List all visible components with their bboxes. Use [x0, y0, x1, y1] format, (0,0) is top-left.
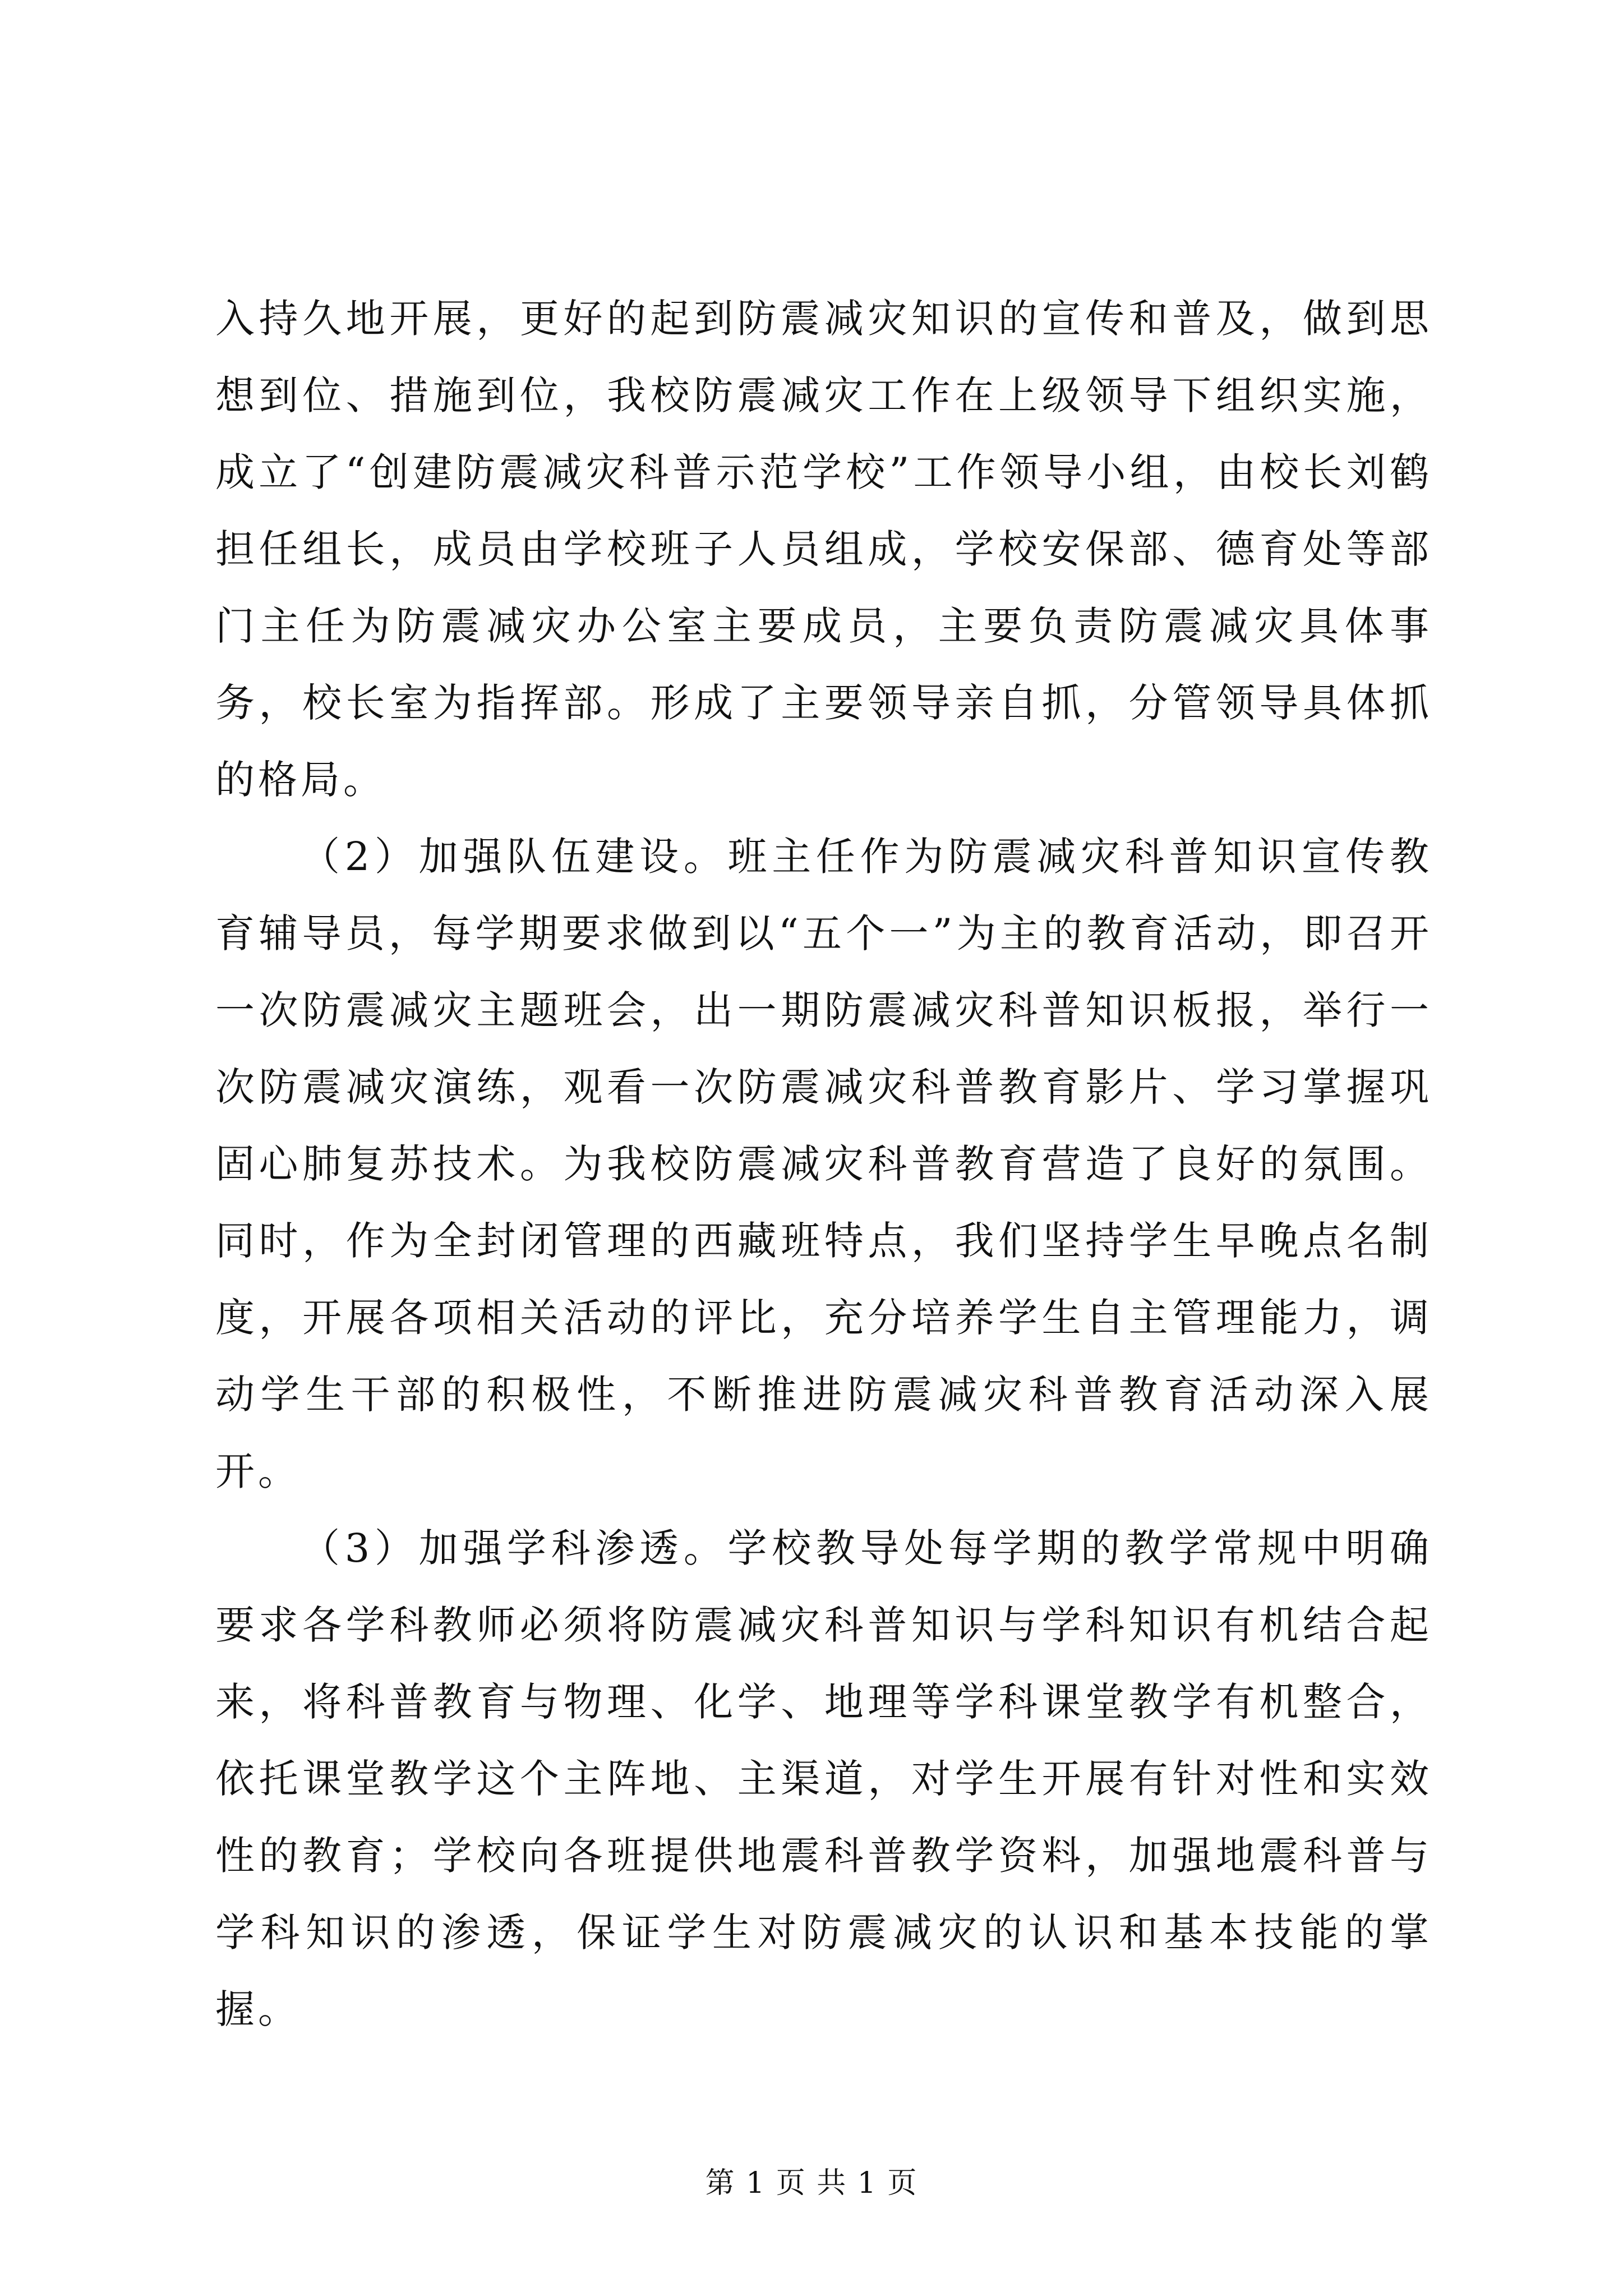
paragraph-1: 入持久地开展，更好的起到防震减灾知识的宣传和普及，做到思想到位、措施到位，我校防震减灾工作在上级领导下组织实施，成立了“创建防震减灾科普示范学校”工作领导小组，由校长刘鹤担任组长，成员由学校班子人员组成，学校安保部、德育处等部门主任为防震减灾办公室主要成员，主要负责防震减灾具体事务，校长室为指挥部。形成了主要领导亲自抓，分管领导具体抓的格局。 [215, 296, 1432, 803]
paragraph-2: （2）加强队伍建设。班主任作为防震减灾科普知识宣传教育辅导员，每学期要求做到以“五个一”为主的教育活动，即召开一次防震减灾主题班会，出一期防震减灾科普知识板报，举行一次防震减灾演练，观看一次防震减灾科普教育影片、学习掌握巩固心肺复苏技术。为我校防震减灾科普教育营造了良好的氛围。同时，作为全封闭管理的西藏班特点，我们坚持学生早晚点名制度，开展各项相关活动的评比，充分培养学生自主管理能力，调动学生干部的积极性，不断推进防震减灾科普教育活动深入展开。 [215, 834, 1432, 1494]
page-footer: 第 1 页 共 1 页 [705, 2166, 918, 2200]
paragraph-3: （3）加强学科渗透。学校教导处每学期的教学常规中明确要求各学科教师必须将防震减灾科普知识与学科知识有机结合起来，将科普教育与物理、化学、地理等学科课堂教学有机整合，依托课堂教学这个主阵地、主渠道，对学生开展有针对性和实效性的教育；学校向各班提供地震科普教学资料，加强地震科普与学科知识的渗透，保证学生对防震减灾的认识和基本技能的掌握。 [215, 1525, 1432, 2032]
document-body [215, 280, 1432, 2048]
